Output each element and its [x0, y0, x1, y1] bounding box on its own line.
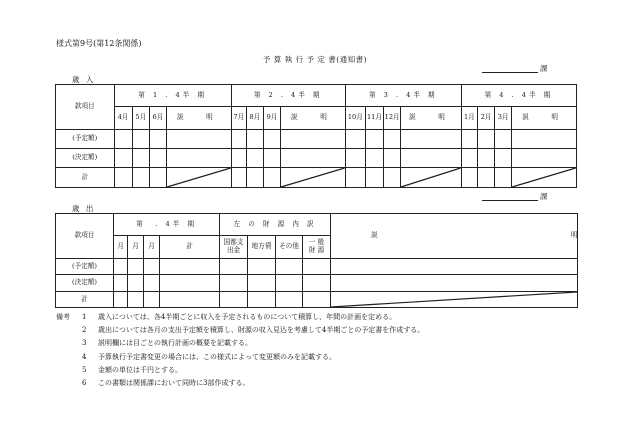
month-header: 1月 — [461, 107, 477, 130]
row-label-decided: (決定額) — [56, 275, 114, 292]
funding-other: その他 — [276, 236, 303, 259]
row-label-planned: (予定額) — [56, 130, 115, 149]
month-header: 7月 — [231, 107, 246, 130]
expenditure-quarter-header: 第 . 4半 期 — [114, 214, 220, 236]
document-title: 予 算 執 行 予 定 書(通知書) — [262, 55, 368, 64]
notes-section — [56, 311, 424, 390]
note-item: 備考 1 歳入については、各4半期ごとに収入を予定されるものについて積算し、年間の計画を定める。 — [56, 311, 424, 324]
month-header: 月 — [128, 236, 144, 259]
expenditure-explain-header: 説 明 — [331, 214, 578, 259]
month-header: 月 — [114, 236, 128, 259]
department-blank-1 — [482, 60, 538, 73]
note-item: 3 説明欄には目ごとの執行計画の概要を記載する。 — [82, 339, 252, 348]
explain-header: 説 明 — [167, 107, 232, 130]
form-number: 様式第9号(第12条関係) — [56, 39, 142, 48]
month-header: 9月 — [263, 107, 280, 130]
note-item: 6 この書類は関係課において同時に3部作成する。 — [82, 379, 250, 388]
explain-header: 説 明 — [281, 107, 346, 130]
diagonal-cell — [401, 168, 462, 188]
quarter-4-header: 第 4 . 4半 期 — [461, 85, 576, 107]
month-header: 2月 — [477, 107, 494, 130]
expenditure-item-header: 款項目 — [56, 214, 114, 259]
explain-header: 説 明 — [512, 107, 577, 130]
department-label-2: 課 — [540, 192, 548, 201]
month-header: 12月 — [384, 107, 401, 130]
funding-national-prefectural: 国都支出金 — [220, 236, 248, 259]
row-label-decided: (決定額) — [56, 149, 115, 168]
total-header: 計 — [160, 236, 220, 259]
note-item: 2 歳出については各月の支出予定額を積算し、財源の収入見込を考慮して4半期ごとの予定書を作成する。 — [82, 326, 425, 335]
note-item: 4 予算執行予定書変更の場合には、この様式によって変更額のみを記載する。 — [82, 352, 336, 361]
month-header: 11月 — [365, 107, 383, 130]
revenue-table — [55, 84, 577, 188]
row-label-total: 計 — [56, 168, 115, 188]
funding-breakdown-header: 左 の 財 源 内 訳 — [220, 214, 331, 236]
month-header: 月 — [144, 236, 160, 259]
diagonal-cell — [512, 168, 577, 188]
department-blank-2 — [482, 188, 538, 201]
month-header: 4月 — [114, 107, 132, 130]
month-header: 3月 — [495, 107, 512, 130]
funding-local-bond: 地方債 — [248, 236, 276, 259]
revenue-item-header: 款項目 — [56, 85, 115, 130]
month-header: 10月 — [345, 107, 365, 130]
department-label-1: 課 — [540, 64, 548, 73]
explain-header: 説 明 — [401, 107, 462, 130]
month-header: 5月 — [132, 107, 149, 130]
diagonal-cell — [167, 168, 232, 188]
row-label-planned: (予定額) — [56, 259, 114, 275]
diagonal-cell — [331, 292, 578, 308]
expenditure-section-label: 歳 出 — [72, 204, 96, 213]
funding-general: 一 般財 源 — [303, 236, 331, 259]
diagonal-cell — [281, 168, 346, 188]
quarter-3-header: 第 3 . 4半 期 — [345, 85, 461, 107]
month-header: 6月 — [149, 107, 166, 130]
revenue-section-label: 歳 入 — [72, 75, 96, 84]
quarter-2-header: 第 2 . 4半 期 — [231, 85, 345, 107]
notes-label: 備考 — [56, 313, 70, 321]
note-item: 5 金額の単位は千円とする。 — [82, 365, 182, 374]
month-header: 8月 — [246, 107, 263, 130]
expenditure-table — [55, 213, 637, 308]
row-label-total: 計 — [56, 292, 114, 308]
quarter-1-header: 第 1 . 4半 期 — [114, 85, 231, 107]
